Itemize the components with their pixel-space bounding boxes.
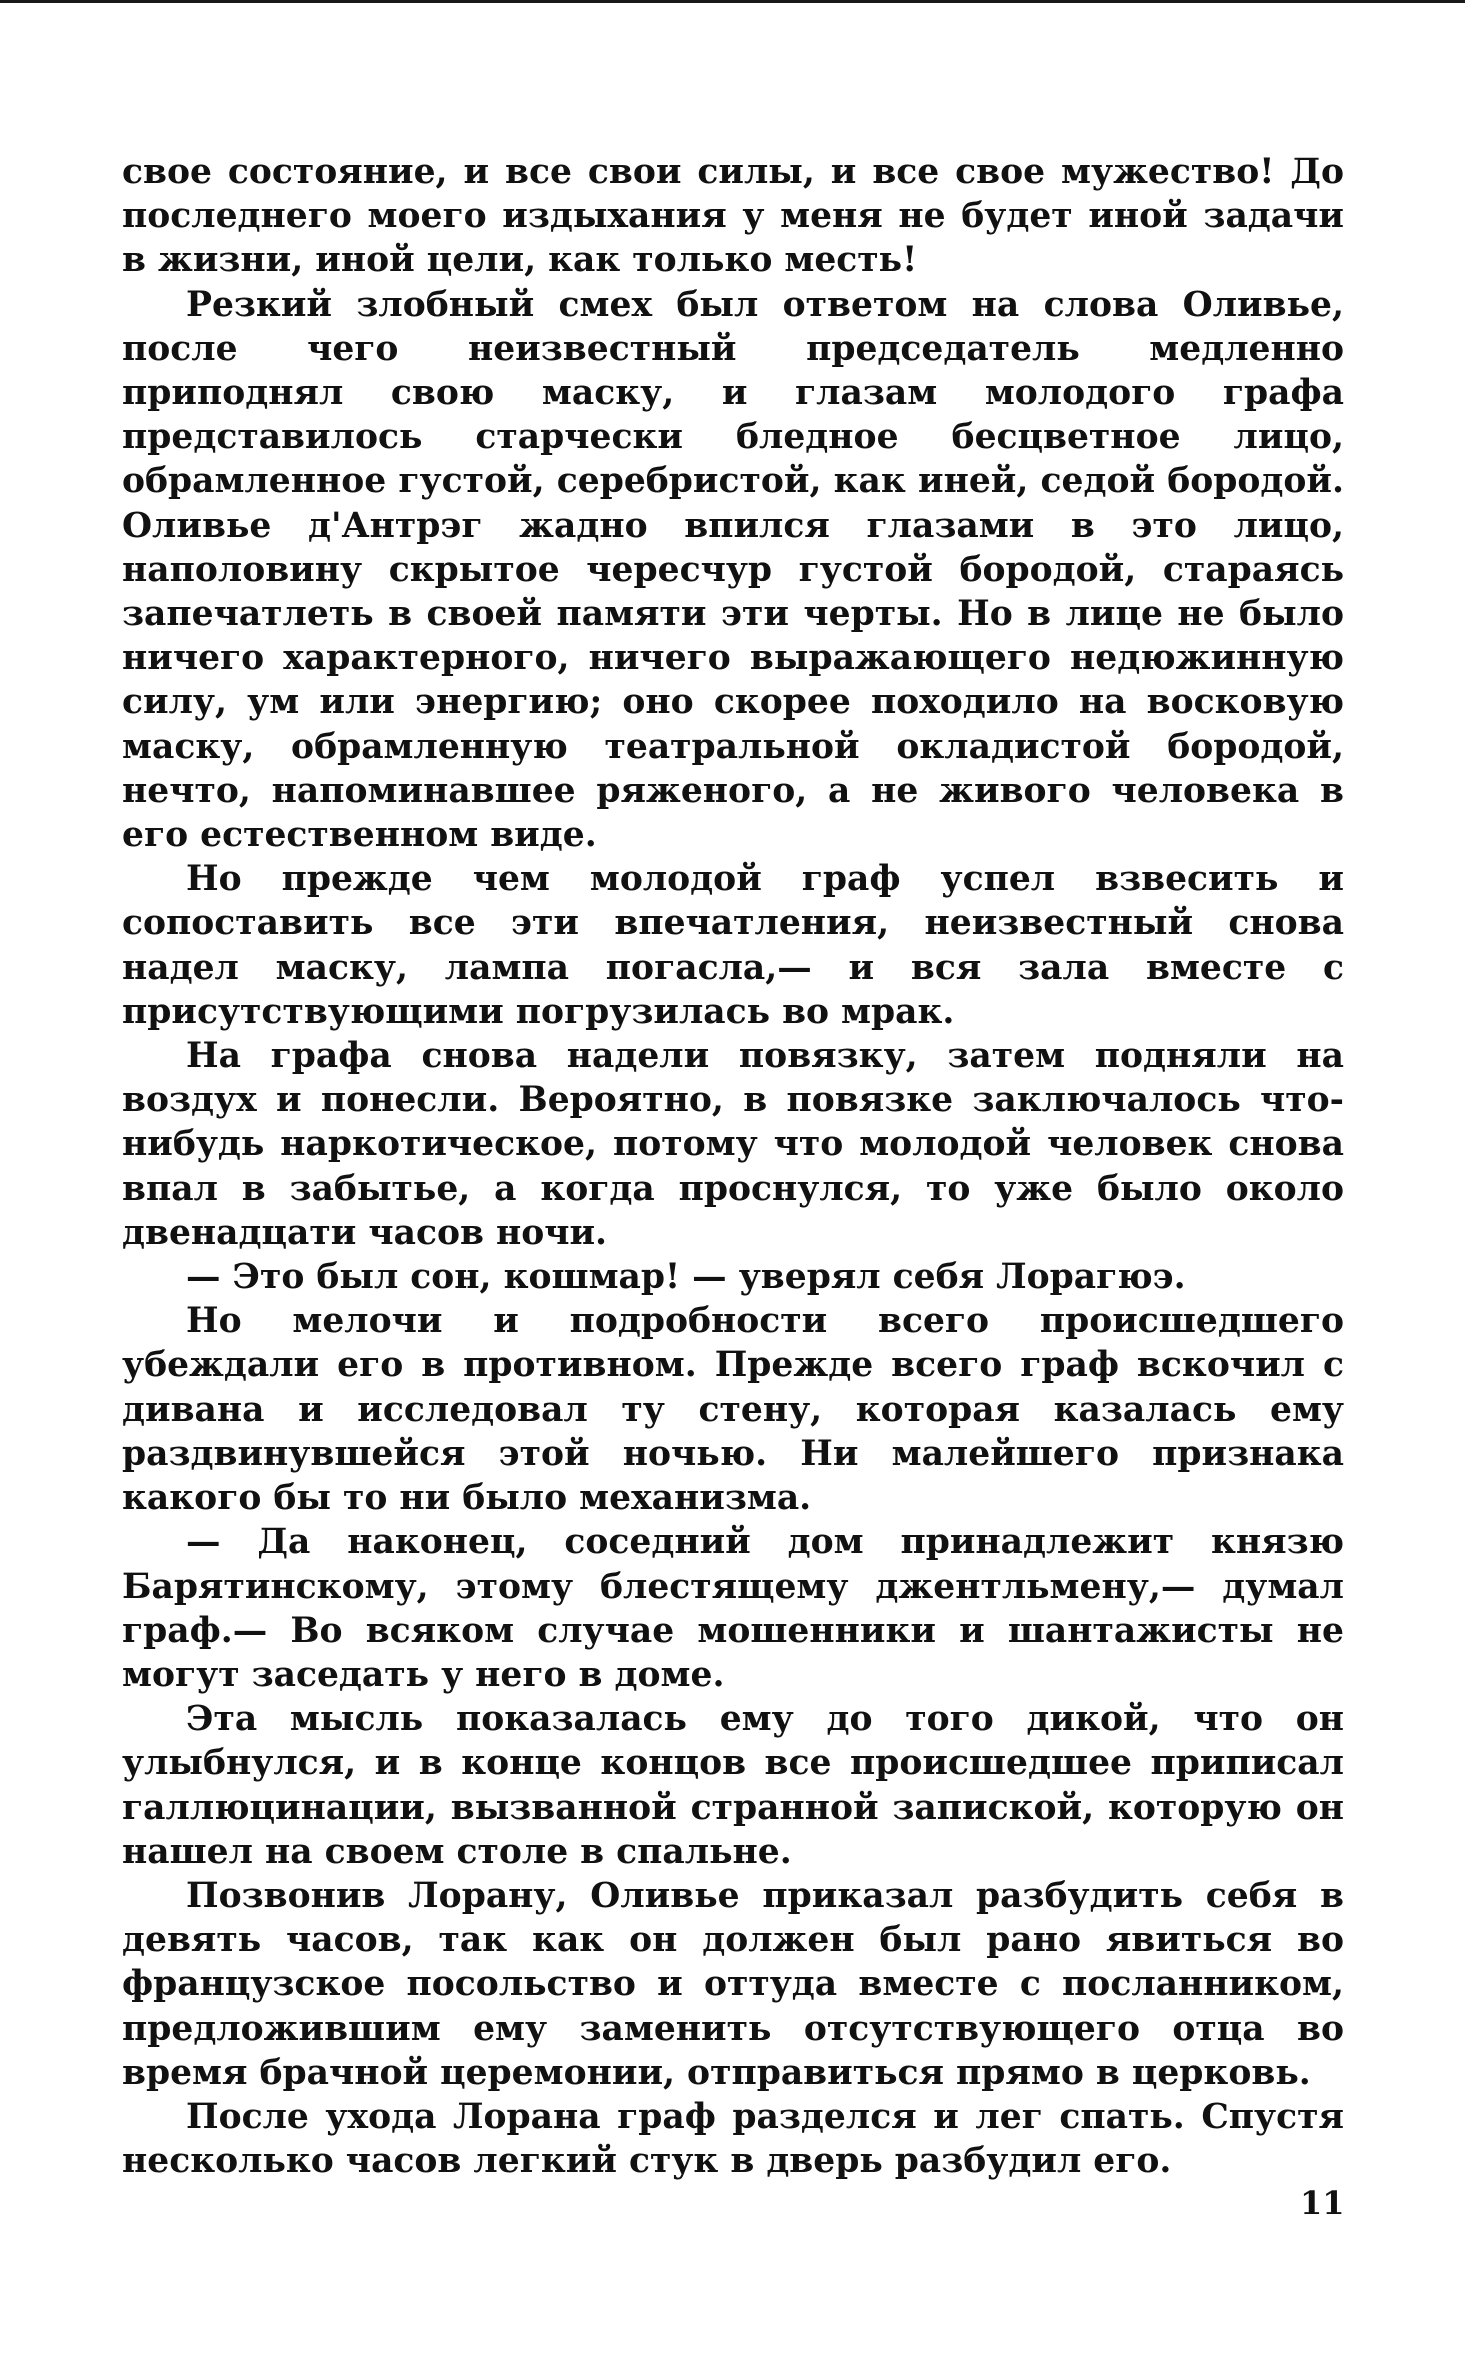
paragraph: На графа снова надели повязку, затем подняли на воздух и понесли. Вероятно, в повязке заключалось что-нибудь наркотическое, потому что молодой человек снова впал в забытье, а когда проснулся, то уже было около двенадцати часов ночи. xyxy=(122,1036,1344,1253)
paragraph-dialogue: — Это был сон, кошмар! — уверял себя Лорагюэ. xyxy=(186,1257,1186,1298)
paragraph: Но прежде чем молодой граф успел взвесить и сопоставить все эти впечатления, неизвестный снова надел маску, лампа погасла,— и вся зала вместе с присутствующими погрузилась во мрак. xyxy=(122,859,1344,1032)
top-border-line xyxy=(0,0,1465,3)
page-number: 11 xyxy=(1300,2184,1345,2222)
paragraph-dialogue: — Да наконец, соседний дом принадлежит князю Барятинскому, этому блестящему джентльмену,— думал граф.— Во всяком случае мошенники и шантажисты не могут заседать у него в доме. xyxy=(122,1522,1344,1695)
paragraph: Резкий злобный смех был ответом на слова Оливье, после чего неизвестный председатель медленно приподнял свою маску, и глазам молодого графа представилось старчески бледное бесцветное лицо, обрамленное густой, серебристой, как иней, седой бородой. Оливье д'Антрэг жадно впился глазами в это лицо, наполовину скрытое чересчур густой бородой, стараясь запечатлеть в своей памяти эти черты. Но в лице не было ничего характерного, ничего выражающего недюжинную силу, ум или энергию; оно скорее походило на восковую маску, обрамленную театральной окладистой бородой, нечто, напоминавшее ряженого, а не живого человека в его естественном виде. xyxy=(122,284,1344,856)
paragraph: Позвонив Лорану, Оливье приказал разбудить себя в девять часов, так как он должен был рано явиться во французское посольство и оттуда вместе с посланником, предложившим ему заменить отсутствующего отца во время брачной церемонии, отправиться прямо в церковь. xyxy=(122,1875,1344,2093)
page-body xyxy=(122,150,1344,2183)
paragraph-continued: свое состояние, и все свои силы, и все свое мужество! До последнего моего издыхания у меня не будет иной задачи в жизни, иной цели, как только месть! xyxy=(122,152,1344,281)
paragraph: Но мелочи и подробности всего происшедшего убеждали его в противном. Прежде всего граф вскочил с дивана и исследовал ту стену, которая казалась ему раздвинувшейся этой ночью. Ни малейшего признака какого бы то ни было механизма. xyxy=(122,1301,1344,1519)
paragraph: После ухода Лорана граф разделся и лег спать. Спустя несколько часов легкий стук в дверь разбудил его. xyxy=(122,2096,1344,2182)
paragraph: Эта мысль показалась ему до того дикой, что он улыбнулся, и в конце концов все происшедшее приписал галлюцинации, вызванной странной запиской, которую он нашел на своем столе в спальне. xyxy=(122,1699,1344,1872)
